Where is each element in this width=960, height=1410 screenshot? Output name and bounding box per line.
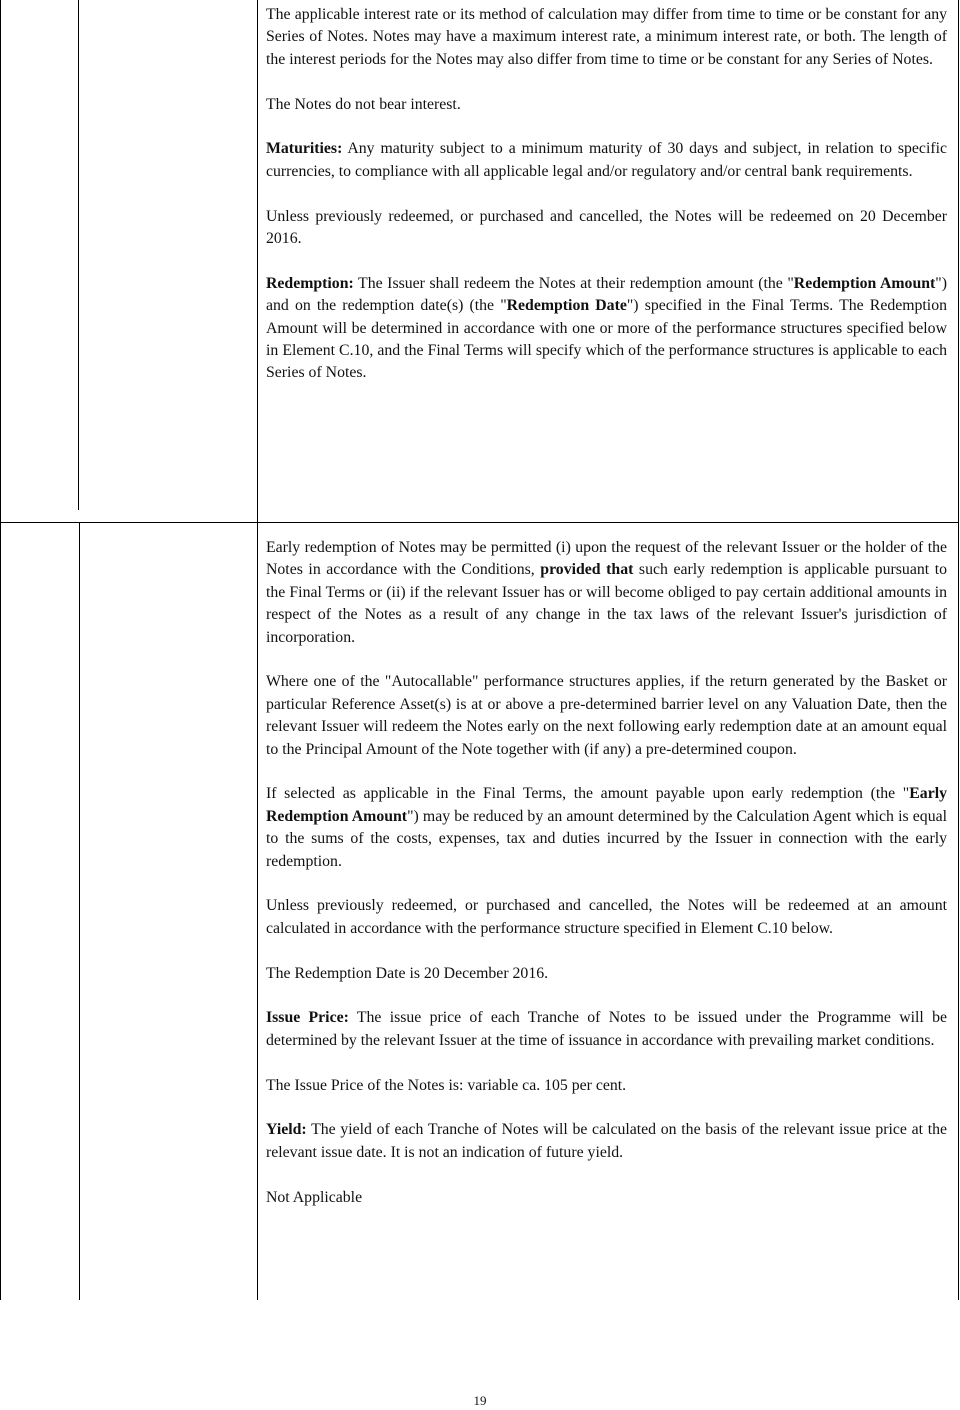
early-redemption-paragraph [266,537,947,649]
redemption-date-statement: The Redemption Date is 20 December 2016. [266,964,549,982]
table-border-col1 [78,0,79,510]
maturities-paragraph [266,138,947,183]
redeemed-amount-paragraph: Unless previously redeemed, or purchased and cancelled, the Notes will be redeemed at an amount calculated in accordance with the performance structure specified in Element C.10 below. [266,897,947,937]
early-redemption-amount-text: If selected as applicable in the Final Terms, the amount payable upon early redemption (the " [266,785,910,803]
row-divider [0,522,959,523]
yield-label: Yield: [266,1121,307,1139]
table-border-left [0,0,1,1300]
interest-rate-paragraph: The applicable interest rate or its method of calculation may differ from time to time or be constant for any Series of Notes. Notes may have a maximum interest rate, a minimum interest rate, or both. The length of the interest periods for the Notes may also differ from time to time or be constant for any Series of Notes. [266,6,947,68]
early-redemption-amount-text: ") may be reduced by an amount determined by the Calculation Agent which is equal to the sums of the costs, expenses, tax and duties incurred by the Issuer in connection with the early redemption. [266,807,947,870]
table-border-col2 [257,0,258,1300]
early-redemption-text: such early redemption is applicable pursuant to the Final Terms or (ii) if the relevant Issuer has or will become obliged to pay certain additional amounts in respect of the Notes as a result of any change in the tax laws of the relevant Issuer's jurisdiction of incorporation. [266,561,947,646]
redemption-paragraph [266,273,947,385]
redemption-amount-term: Redemption Amount [793,274,936,292]
table-border-col1 [79,522,80,1300]
provided-that-term: provided that [540,561,634,579]
maturities-text: Any maturity subject to a minimum maturity of 30 days and subject, in relation to specific currencies, to compliance with all applicable legal and/or regulatory and/or central bank requirements. [266,140,947,180]
issue-price-text: The issue price of each Tranche of Notes to be issued under the Programme will be determined by the relevant Issuer at the time of issuance in accordance with prevailing market conditions. [266,1009,947,1049]
issue-price-paragraph [266,1007,947,1052]
redemption-text: ") specified in the Final Terms. The Redemption Amount will be determined in accordance with one or more of the performance structures specified below in Element C.10, and the Final Terms will specify which of the performance structures is applicable to each Series of Notes. [266,297,947,382]
no-interest-paragraph: The Notes do not bear interest. [266,95,461,113]
redemption-label: Redemption: [266,274,354,292]
redemption-text: ") and on the redemption date(s) (the " [266,274,947,315]
redemption-text: The Issuer shall redeem the Notes at their redemption amount (the " [353,274,794,292]
early-redemption-text: Early redemption of Notes may be permitted (i) upon the request of the relevant Issuer or the holder of the Notes in accordance with the Conditions, [266,539,947,579]
table-border-right [958,0,959,1300]
early-redemption-amount-term: Early Redemption Amount [266,785,947,825]
redemption-date-term: Redemption Date [506,297,627,315]
bottom-content-cell [266,537,947,1209]
issue-price-statement: The Issue Price of the Notes is: variable ca. 105 per cent. [266,1076,627,1094]
issue-price-label: Issue Price: [266,1009,349,1027]
yield-paragraph [266,1119,947,1164]
yield-not-applicable: Not Applicable [266,1188,363,1206]
top-content-cell [266,4,947,385]
maturities-label: Maturities: [266,140,343,158]
page-number: 19 [473,1393,487,1408]
redemption-date-paragraph: Unless previously redeemed, or purchased and cancelled, the Notes will be redeemed on 20 December 2016. [266,207,947,248]
early-redemption-amount-paragraph [266,783,947,873]
yield-text: The yield of each Tranche of Notes will be calculated on the basis of the relevant issue price at the relevant issue date. It is not an indication of future yield. [266,1121,947,1161]
autocallable-paragraph: Where one of the "Autocallable" performance structures applies, if the return generated by the Basket or particular Reference Asset(s) is at or above a pre-determined barrier level on any Valuation Date, then the relevant Issuer will redeem the Notes early on the next following early redemption date at an amount equal to the Principal Amount of the Note together with (if any) a pre-determined coupon. [266,673,947,758]
